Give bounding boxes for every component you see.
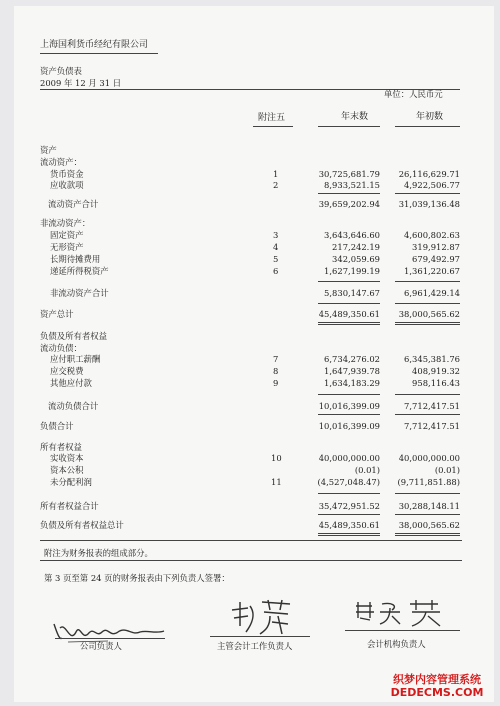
- row-note: 1: [273, 169, 279, 179]
- subtotal-rule: [318, 414, 380, 415]
- row-label: 未分配利润: [50, 477, 92, 487]
- row-end-value: 39,659,202.94: [318, 199, 380, 209]
- row-label: 流动负债：: [40, 343, 82, 353]
- row-label: 无形资产: [50, 242, 84, 252]
- report-title: 资产负债表: [40, 66, 82, 76]
- subtotal-rule: [395, 303, 460, 304]
- row-note: 3: [273, 230, 279, 240]
- watermark-line-2: DEDECMS.COM: [390, 686, 484, 699]
- row-end-value: 8,933,521.15: [324, 180, 380, 190]
- total-double-rule: [318, 322, 380, 325]
- row-begin-value: (9,711,851.88): [397, 477, 460, 487]
- row-end-value: 3,643,646.60: [324, 230, 380, 240]
- row-begin-value: 38,000,565.62: [398, 309, 460, 319]
- end-header-underline: [318, 126, 380, 127]
- row-begin-value: 4,922,506.77: [404, 180, 460, 190]
- subtotal-rule: [318, 493, 380, 494]
- accounting-head-label: 主管会计工作负责人: [217, 641, 293, 651]
- row-end-value: (0.01): [354, 465, 380, 475]
- row-end-value: 45,489,350.61: [318, 309, 380, 319]
- subtotal-rule: [318, 281, 380, 282]
- currency-unit: 单位：人民币元: [384, 89, 443, 99]
- legal-representative-label: 公司负责人: [80, 641, 122, 651]
- report-date: 2009 年 12 月 31 日: [40, 78, 122, 88]
- row-note: 4: [273, 242, 279, 252]
- company-name: 上海国利货币经纪有限公司: [40, 40, 149, 50]
- row-end-value: 1,647,939.78: [324, 366, 380, 376]
- accounting-dept-signature-line: [345, 630, 460, 631]
- column-header-note: 附注五: [258, 113, 286, 123]
- row-begin-value: (0.01): [434, 465, 460, 475]
- row-begin-value: 40,000,000.00: [398, 453, 460, 463]
- row-label: 应付职工薪酬: [50, 354, 101, 364]
- row-note: 8: [273, 366, 279, 376]
- row-begin-value: 30,288,148.11: [398, 501, 460, 511]
- company-underline: [40, 53, 158, 54]
- row-note: 5: [273, 254, 279, 264]
- column-header-begin: 年初数: [416, 112, 444, 122]
- row-label: 应收款项: [50, 180, 84, 190]
- row-end-value: 30,725,681.79: [318, 169, 380, 179]
- subtotal-rule: [318, 193, 380, 194]
- row-end-value: 6,734,276.02: [324, 354, 380, 364]
- subtotal-rule: [395, 193, 460, 194]
- row-begin-value: 319,912.87: [412, 242, 460, 252]
- begin-header-underline: [395, 126, 460, 127]
- accounting-head-signature-line: [210, 636, 310, 637]
- subtotal-rule: [395, 414, 460, 415]
- row-label: 所有者权益: [40, 442, 82, 452]
- row-end-value: 10,016,399.09: [318, 421, 380, 431]
- row-end-value: 342,059.69: [332, 254, 380, 264]
- subtotal-rule: [395, 394, 460, 395]
- footnote: 附注为财务报表的组成部分。: [44, 548, 153, 558]
- subtotal-rule: [395, 281, 460, 282]
- row-label: 资产总计: [40, 309, 74, 319]
- row-label: 其他应付款: [50, 378, 92, 388]
- row-begin-value: 1,361,220.67: [404, 266, 460, 276]
- row-end-value: 45,489,350.61: [318, 520, 380, 530]
- total-double-rule: [318, 533, 380, 536]
- row-label: 非流动资产合计: [50, 288, 109, 298]
- row-begin-value: 679,492.97: [412, 254, 460, 264]
- row-note: 7: [273, 354, 279, 364]
- subtotal-rule: [318, 514, 380, 515]
- row-label: 非流动资产：: [40, 218, 91, 228]
- row-begin-value: 4,600,802.63: [404, 230, 460, 240]
- subtotal-rule: [395, 514, 460, 515]
- row-label: 所有者权益合计: [40, 501, 99, 511]
- row-end-value: 35,472,951.52: [318, 501, 380, 511]
- row-note: 9: [273, 378, 279, 388]
- row-end-value: 1,634,183.29: [324, 378, 380, 388]
- accounting-dept-signature: [352, 598, 448, 628]
- row-begin-value: 6,345,381.76: [404, 354, 460, 364]
- row-note: 2: [273, 180, 279, 190]
- row-label: 应交税费: [50, 366, 84, 376]
- row-end-value: 40,000,000.00: [318, 453, 380, 463]
- row-begin-value: 38,000,565.62: [398, 520, 460, 530]
- row-label: 流动负债合计: [48, 401, 99, 411]
- row-end-value: 5,830,147.67: [324, 288, 380, 298]
- row-end-value: (4,527,048.47): [317, 477, 380, 487]
- footer-rule-top: [40, 540, 462, 541]
- column-header-end: 年末数: [341, 112, 369, 122]
- row-label: 流动资产：: [40, 157, 82, 167]
- row-end-value: 1,627,199.19: [324, 266, 380, 276]
- accounting-dept-label: 会计机构负责人: [367, 639, 426, 649]
- row-label: 资产: [40, 145, 57, 155]
- row-label: 递延所得税资产: [50, 266, 109, 276]
- row-note: 6: [273, 266, 279, 276]
- row-begin-value: 7,712,417.51: [404, 401, 460, 411]
- row-label: 实收资本: [50, 453, 84, 463]
- row-label: 负债及所有者权益: [40, 331, 107, 341]
- row-begin-value: 408,919.32: [412, 366, 460, 376]
- footer-rule-bottom: [40, 560, 462, 561]
- row-note: 11: [271, 477, 282, 487]
- subtotal-rule: [318, 394, 380, 395]
- row-begin-value: 6,961,429.14: [404, 288, 460, 298]
- row-label: 负债及所有者权益总计: [40, 520, 124, 530]
- subtotal-rule: [318, 303, 380, 304]
- row-label: 资本公积: [50, 465, 84, 475]
- row-label: 流动资产合计: [48, 199, 99, 209]
- row-begin-value: 7,712,417.51: [404, 421, 460, 431]
- row-begin-value: 31,039,136.48: [398, 199, 460, 209]
- row-end-value: 217,242.19: [332, 242, 380, 252]
- row-label: 负债合计: [40, 421, 74, 431]
- signature-statement: 第 3 页至第 24 页的财务报表由下列负责人签署：: [44, 573, 230, 583]
- row-begin-value: 26,116,629.71: [398, 169, 460, 179]
- accounting-head-signature: [226, 596, 300, 640]
- row-begin-value: 958,116.43: [412, 378, 460, 388]
- row-label: 长期待摊费用: [50, 254, 101, 264]
- note-header-underline: [253, 126, 293, 127]
- row-label: 货币资金: [50, 169, 84, 179]
- subtotal-rule: [395, 493, 460, 494]
- total-double-rule: [395, 322, 460, 325]
- row-note: 10: [271, 453, 282, 463]
- row-end-value: 10,016,399.09: [318, 401, 380, 411]
- legal-signature-line: [55, 638, 165, 639]
- total-double-rule: [395, 533, 460, 536]
- row-label: 固定资产: [50, 230, 84, 240]
- watermark-line-1: 织梦内容管理系统: [393, 673, 481, 686]
